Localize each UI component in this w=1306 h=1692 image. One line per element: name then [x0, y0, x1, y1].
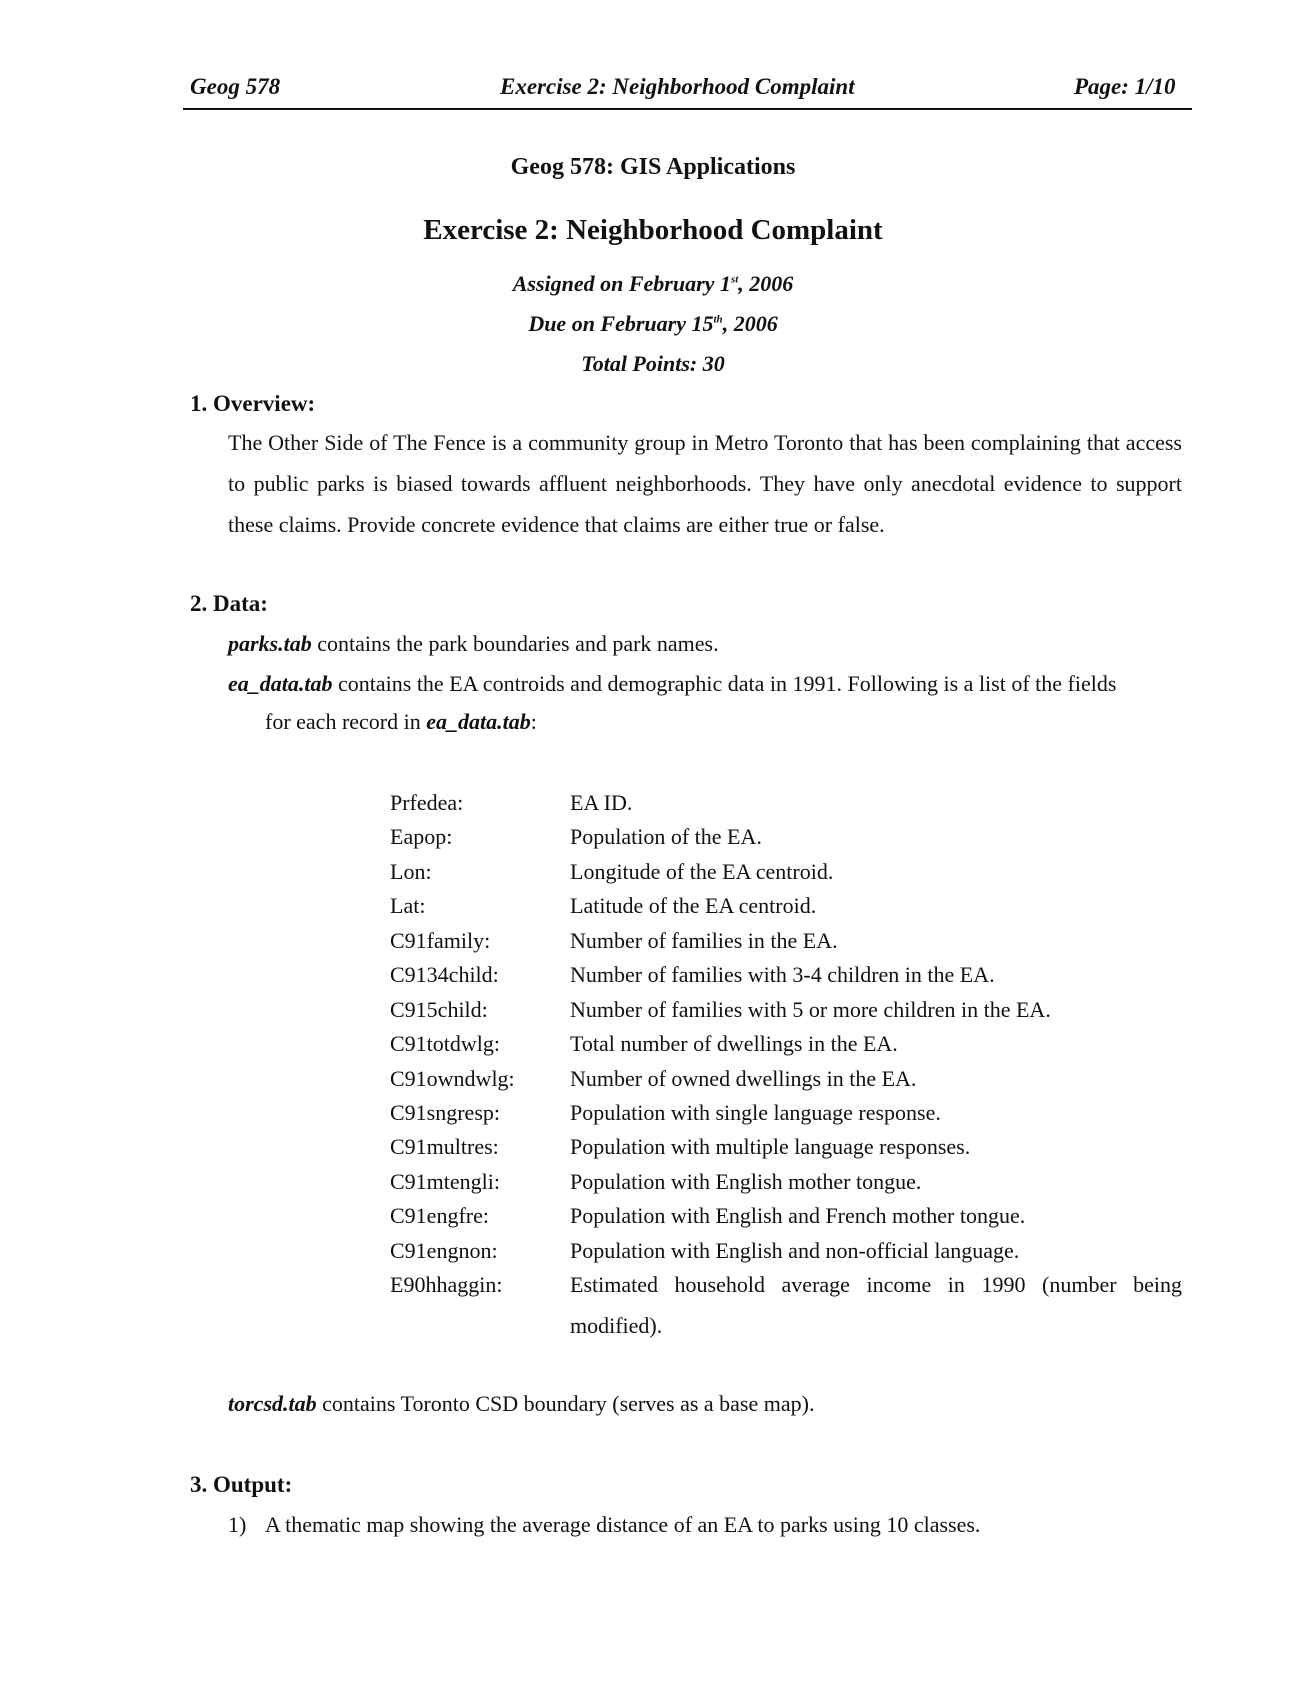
field-name: C91mtengli: [390, 1169, 500, 1194]
field-desc: Number of owned dwellings in the EA. [570, 1066, 917, 1091]
output-item-text: A thematic map showing the average distance of an EA to parks using 10 classes. [265, 1512, 981, 1537]
parks-file-line: parks.tab contains the park boundaries and park names. [228, 631, 719, 656]
field-desc: Population of the EA. [570, 824, 762, 849]
field-desc: Number of families with 5 or more children in the EA. [570, 997, 1051, 1022]
field-desc: Latitude of the EA centroid. [570, 893, 817, 918]
field-name: Lon: [390, 859, 432, 884]
field-desc: Population with English mother tongue. [570, 1169, 922, 1194]
field-desc: Estimated household average income in 1990 (number being [570, 1272, 1182, 1297]
header-page: Page: 1/10 [1074, 74, 1176, 99]
field-desc: Longitude of the EA centroid. [570, 859, 834, 884]
field-name: C91family: [390, 928, 491, 953]
ea-file-line-2: for each record in ea_data.tab: [265, 709, 537, 734]
field-desc: Population with multiple language responses. [570, 1134, 971, 1159]
overview-text: The Other Side of The Fence is a community group in Metro Toronto that has been complaining that access to public parks is biased towards affluent neighborhoods. They have only anecdotal evidence to support these claims. Provide concrete evidence that claims are either true or false. [228, 430, 1182, 537]
exercise-title: Exercise 2: Neighborhood Complaint [423, 214, 883, 246]
field-name: Eapop: [390, 824, 453, 849]
total-points: Total Points: 30 [581, 351, 725, 376]
field-desc: Number of families in the EA. [570, 928, 838, 953]
field-name: E90hhaggin: [390, 1272, 503, 1297]
header-title: Exercise 2: Neighborhood Complaint [500, 74, 855, 99]
field-name: C91multres: [390, 1134, 499, 1159]
field-desc: Total number of dwellings in the EA. [570, 1031, 898, 1056]
course-title: Geog 578: GIS Applications [510, 154, 796, 180]
field-desc: Number of families with 3-4 children in the EA. [570, 962, 995, 987]
output-item-number: 1) [228, 1512, 247, 1537]
data-heading: 2. Data: [190, 591, 268, 616]
field-name: C91owndwlg: [390, 1066, 515, 1091]
header-course: Geog 578 [190, 74, 281, 99]
field-desc-continued: modified). [570, 1313, 663, 1338]
field-name: C91sngresp: [390, 1100, 500, 1125]
field-desc: EA ID. [570, 790, 633, 815]
overview-heading: 1. Overview: [190, 391, 316, 416]
field-name: C91engfre: [390, 1203, 489, 1228]
field-name: Lat: [390, 893, 426, 918]
field-desc: Population with single language response. [570, 1100, 941, 1125]
header-rule [183, 108, 1192, 110]
torcsd-file-line: torcsd.tab contains Toronto CSD boundary (serves as a base map). [228, 1391, 815, 1416]
assigned-date: Assigned on February 1st, 2006 [512, 271, 794, 296]
field-name: C9134child: [390, 962, 499, 987]
field-name: C91engnon: [390, 1238, 498, 1263]
field-desc: Population with English and French mother tongue. [570, 1203, 1026, 1228]
field-desc: Population with English and non-official language. [570, 1238, 1020, 1263]
due-date: Due on February 15th, 2006 [528, 311, 778, 336]
field-name: C915child: [390, 997, 488, 1022]
output-heading: 3. Output: [190, 1472, 293, 1497]
ea-file-line: ea_data.tab contains the EA controids and demographic data in 1991. Following is a list of the fields [228, 671, 1117, 696]
field-name: C91totdwlg: [390, 1031, 501, 1056]
field-name: Prfedea: [390, 790, 464, 815]
